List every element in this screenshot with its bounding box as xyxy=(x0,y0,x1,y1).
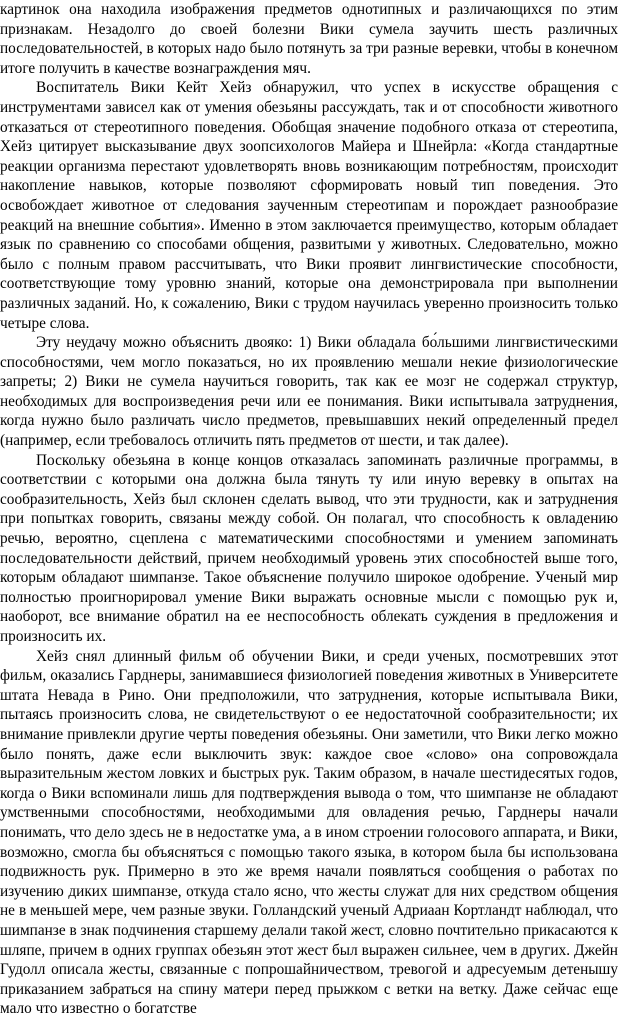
paragraph-1: картинок она находила изображения предметов однотипных и различающихся по этим признакам. Незадолго до своей болезни Вики сумела заучить шесть различных последовательностей, в которых надо было потянуть за три разные веревки, чтобы в конечном итоге получить в качестве вознаграждения мяч. xyxy=(0,1,618,77)
paragraph-5: Хейз снял длинный фильм об обучении Вики, и среди ученых, посмотревших этот фильм, оказались Гарднеры, занимавшиеся физиологией поведения животных в Университете штата Невада в Рино. Они предположили, что затруднения, которые испытывала Вики, пытаясь произносить слова, не свидетельствуют о ее недостаточной сообразительности; их внимание привлекли другие черты поведения обезьяны. Они заметили, что Вики легко можно было понять, даже если выключить звук: каждое свое «слово» она сопровождала выразительным жестом ловких и быстрых рук. Таким образом, в начале шестидесятых годов, когда о Вики вспоминали лишь для подтверждения вывода о том, что шимпанзе не обладают умственными способностями, необходимыми для овладения речью, Гарднеры начали понимать, что дело здесь не в недостатке ума, а в ином строении голосового аппарата, и Вики, возможно, смогла бы объясняться с помощью такого языка, в котором была бы использована подвижность рук. Примерно в это же время начали появляться сообщения о работах по изучению диких шимпанзе, откуда стало ясно, что жесты служат для них средством общения не в меньшей мере, чем разные звуки. Голландский ученый Адриаан Кортландт наблюдал, что шимпанзе в знак подчинения старшему делали такой жест, словно почтительно прикасаются к шляпе, причем в одних группах обезьян этот жест был выражен сильнее, чем в других. Джейн Гудолл описала жесты, связанные с попрошайничеством, тревогой и адресуемым детенышу приказанием забраться на спину матери перед прыжком с ветки на ветку. Даже сейчас еще мало что известно о богатстве xyxy=(0,647,618,1018)
paragraph-2: Воспитатель Вики Кейт Хейз обнаружил, что успех в искусстве обращения с инструментами зависел как от умения обезьяны рассуждать, так и от способности животного отказаться от стереотипного поведения. Обобщая значение подобного отказа от стереотипа, Хейз цитирует высказывание двух зоопсихологов Майера и Шнейрла: «Когда стандартные реакции организма перестают удовлетворять вновь возникающим потребностям, происходит накопление навыков, которые позволяют сформировать новый тип поведения. Это освобождает животное от следования заученным стереотипам и порождает разнообразие реакций на внешние события». Именно в этом заключается преимущество, которым обладает язык по сравнению со способами общения, развитыми у животных. Следовательно, можно было с полным правом рассчитывать, что Вики проявит лингвистические способности, соответствующие тому уровню знаний, которые она демонстрировала при выполнении различных заданий. Но, к сожалению, Вики с трудом научилась уверенно произносить только четыре слова. xyxy=(0,79,618,332)
paragraph-3: Эту неудачу можно объяснить двояко: 1) Вики обладала бо́льшими лингвистическими способностями, чем могло показаться, но их проявлению мешали некие физиологические запреты; 2) Вики не сумела научиться говорить, так как ее мозг не содержал структур, необходимых для воспроизведения речи или ее понимания. Вики испытывала затруднения, когда нужно было различать число предметов, превышавших некий определенный предел (например, если требовалось отличить пять предметов от шести, и так далее). xyxy=(0,334,618,450)
paragraph-4: Поскольку обезьяна в конце концов отказалась запоминать различные программы, в соответствии с которыми она должна была тянуть ту или иную веревку в опытах на сообразительность, Хейз был склонен сделать вывод, что эти трудности, как и затруднения при попытках говорить, связаны между собой. Он полагал, что способность к овладению речью, вероятно, сцеплена с математическими способностями и умением запоминать последовательности действий, причем необходимый уровень этих способностей выше того, которым обладают шимпанзе. Такое объяснение получило широкое одобрение. Ученый мир полностью проигнорировал умение Вики выражать основные мысли с помощью рук и, наоборот, все внимание обратил на ее неспособность облекать суждения в предложения и произносить их. xyxy=(0,451,618,645)
